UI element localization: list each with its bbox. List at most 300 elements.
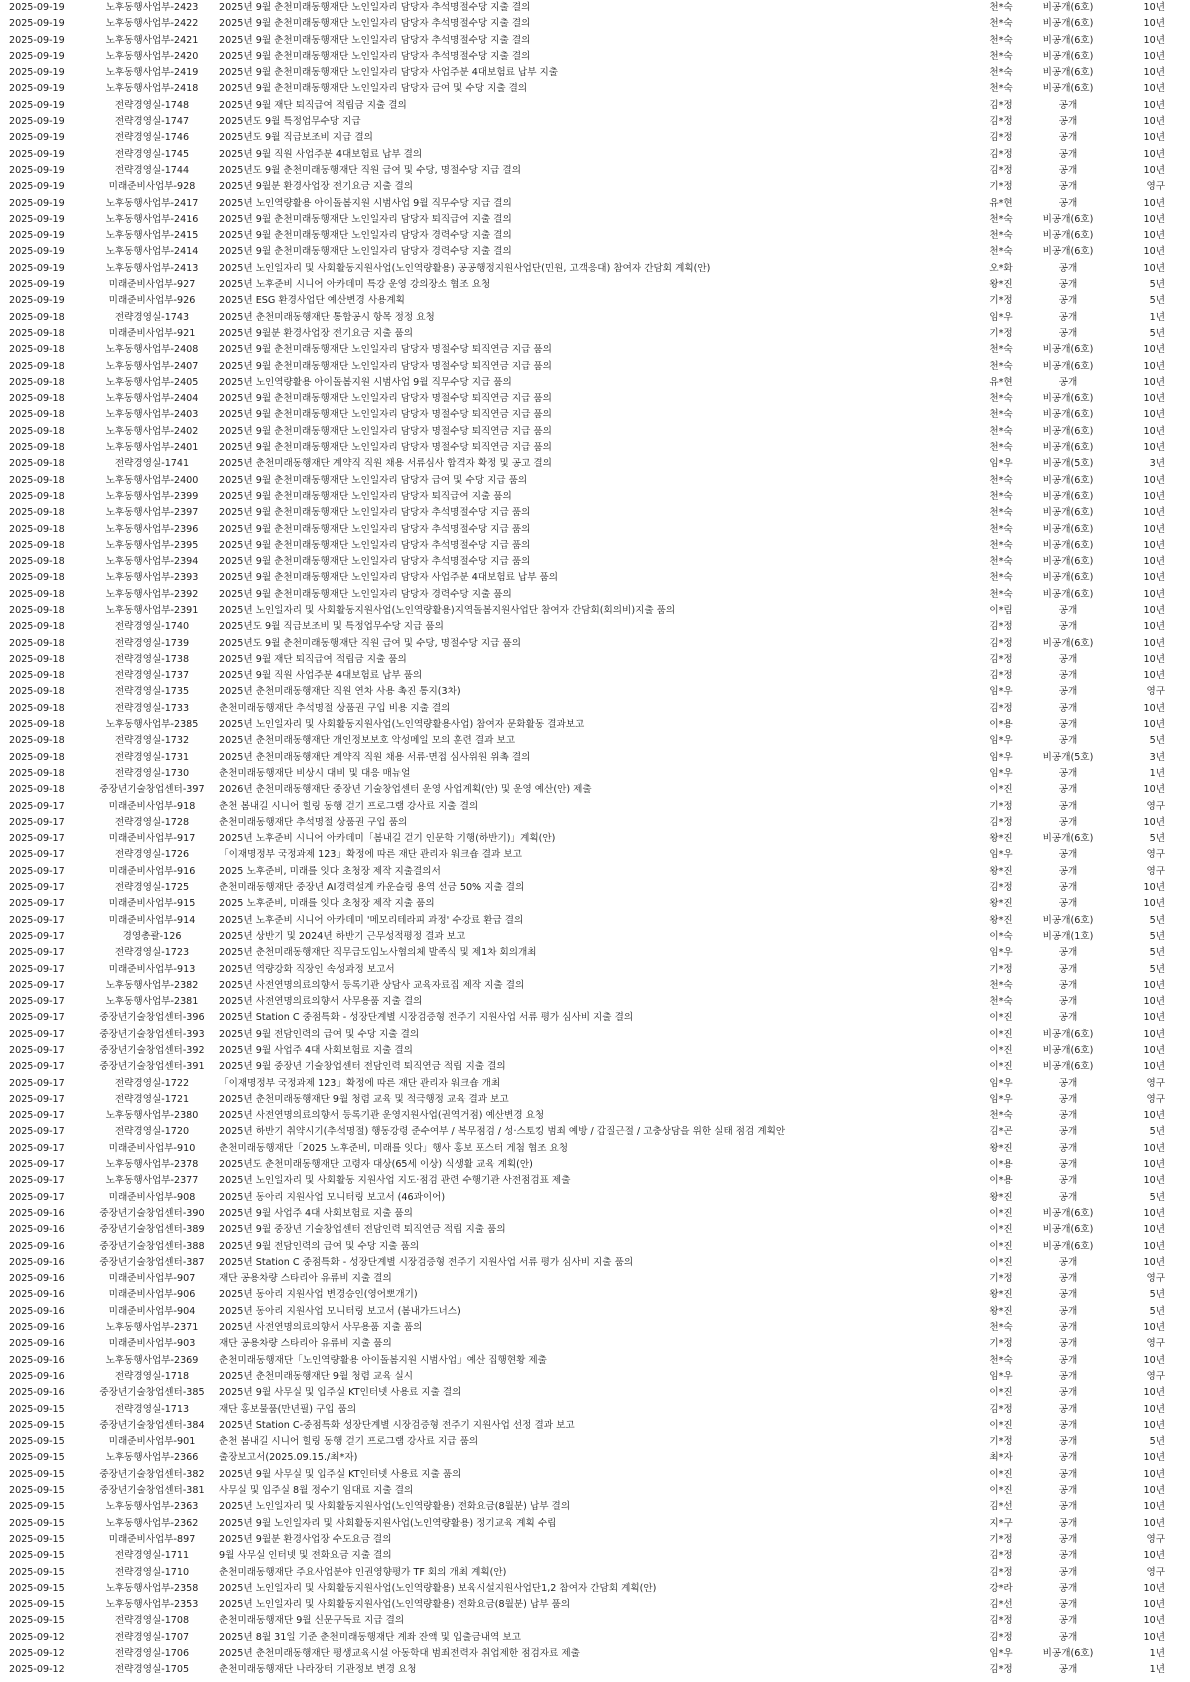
row-retention: 10년 — [1143, 1028, 1165, 1040]
row-title: 2025년 9월 춘천미래동행재단 노인일자리 담당자 급여 및 수당 지급 품의 — [219, 474, 528, 486]
table-row — [0, 1336, 1190, 1352]
row-doc-number: 전략경영실-1735 — [114, 686, 190, 698]
row-retention: 영구 — [1146, 1370, 1165, 1382]
row-title: 2025년 9월 춘천미래동행재단 노인일자리 담당자 사업주분 4대보험료 납부 지출 — [219, 67, 559, 79]
row-retention: 10년 — [1143, 148, 1165, 160]
row-retention: 영구 — [1146, 686, 1165, 698]
row-title: 2025년 사전연명의료의향서 사무용품 지출 결의 — [219, 996, 423, 1008]
row-date: 2025-09-19 — [9, 83, 65, 95]
row-date: 2025-09-15 — [9, 1403, 65, 1415]
row-author: 김*정 — [989, 1550, 1013, 1562]
row-disclosure: 공개 — [1058, 1338, 1078, 1350]
row-date: 2025-09-19 — [9, 197, 65, 209]
row-date: 2025-09-17 — [9, 1045, 65, 1056]
row-doc-number: 노후동행사업부-2369 — [105, 1354, 199, 1366]
row-doc-number: 미래준비사업부-908 — [108, 1191, 196, 1203]
row-doc-number: 노후동행사업부-2377 — [105, 1175, 199, 1187]
row-author: 천*숙 — [989, 360, 1013, 372]
row-date: 2025-09-18 — [9, 784, 65, 796]
row-author: 김*정 — [989, 816, 1013, 828]
row-doc-number: 노후동행사업부-2382 — [105, 979, 199, 991]
row-author: 천*숙 — [989, 1354, 1013, 1366]
table-row — [0, 684, 1190, 700]
row-retention: 영구 — [1146, 1338, 1165, 1350]
row-disclosure: 공개 — [1058, 719, 1078, 731]
row-disclosure: 공개 — [1058, 767, 1078, 779]
row-disclosure: 비공개(6호) — [1042, 34, 1094, 46]
table-row — [0, 1157, 1190, 1173]
row-disclosure: 비공개(6호) — [1042, 393, 1094, 405]
table-row — [0, 261, 1190, 277]
row-date: 2025-09-16 — [9, 1240, 65, 1252]
table-row — [0, 1010, 1190, 1026]
row-author: 기*정 — [989, 800, 1013, 812]
row-doc-number: 전략경영실-1748 — [114, 99, 190, 111]
row-date: 2025-09-17 — [9, 898, 65, 910]
row-date: 2025-09-17 — [9, 947, 65, 959]
row-retention: 10년 — [1143, 1419, 1165, 1431]
row-doc-number: 노후동행사업부-2399 — [105, 490, 199, 502]
row-author: 김*정 — [989, 132, 1013, 144]
row-title: 2025년 춘천미래동행재단 통합공시 항목 정정 요청 — [219, 311, 435, 323]
table-row — [0, 733, 1190, 749]
row-title: 2025년 9월 춘천미래동행재단 노인일자리 담당자 사업주분 4대보험료 납부 품의 — [219, 572, 559, 584]
table-row — [0, 1239, 1190, 1255]
row-disclosure: 공개 — [1058, 963, 1078, 975]
row-date: 2025-09-17 — [9, 1012, 65, 1024]
row-doc-number: 노후동행사업부-2380 — [105, 1110, 199, 1122]
row-disclosure: 비공개(6호) — [1042, 409, 1094, 421]
row-title: 2025년 9월 춘천미래동행재단 노인일자리 담당자 퇴직급여 지출 결의 — [219, 213, 512, 225]
row-retention: 10년 — [1143, 1517, 1165, 1529]
row-disclosure: 공개 — [1058, 1582, 1078, 1594]
row-retention: 10년 — [1143, 83, 1165, 95]
row-disclosure: 공개 — [1058, 279, 1078, 291]
row-disclosure: 비공개(6호) — [1042, 1647, 1094, 1659]
row-title: 2025년 9월 춘천미래동행재단 노인일자리 담당자 추석명절수당 지출 결의 — [219, 50, 531, 62]
row-date: 2025-09-16 — [9, 1387, 65, 1399]
row-doc-number: 미래준비사업부-901 — [108, 1436, 196, 1448]
row-doc-number: 중장년기술창업센터-384 — [99, 1419, 205, 1431]
table-row — [0, 1271, 1190, 1287]
table-row — [0, 1499, 1190, 1515]
row-disclosure: 공개 — [1058, 327, 1078, 339]
row-date: 2025-09-19 — [9, 262, 65, 274]
row-retention: 10년 — [1143, 99, 1165, 111]
row-title: 2025년 9월 춘천미래동행재단 노인일자리 담당자 경력수당 지출 결의 — [219, 246, 512, 258]
row-date: 2025-09-17 — [9, 1110, 65, 1122]
row-date: 2025-09-19 — [9, 18, 65, 30]
row-disclosure: 비공개(6호) — [1042, 1061, 1094, 1073]
row-disclosure: 비공개(6호) — [1042, 1240, 1094, 1252]
row-title: 춘천미래동행재단「2025 노후준비, 미래를 잇다」행사 홍보 포스터 게첨 협조 요청 — [219, 1142, 569, 1154]
table-row — [0, 114, 1190, 130]
row-author: 이*진 — [989, 1485, 1013, 1497]
table-row — [0, 1304, 1190, 1320]
row-retention: 5년 — [1149, 1126, 1165, 1138]
row-retention: 10년 — [1143, 18, 1165, 30]
table-row — [0, 1092, 1190, 1108]
table-row — [0, 473, 1190, 489]
row-disclosure: 공개 — [1058, 1093, 1078, 1105]
row-date: 2025-09-17 — [9, 849, 65, 861]
row-author: 임*우 — [989, 1093, 1013, 1105]
row-doc-number: 중장년기술창업센터-387 — [99, 1256, 205, 1268]
row-date: 2025-09-15 — [9, 1582, 65, 1594]
row-retention: 10년 — [1143, 197, 1165, 209]
row-date: 2025-09-19 — [9, 132, 65, 144]
row-author: 임*우 — [989, 1647, 1013, 1659]
row-author: 천*숙 — [989, 34, 1013, 46]
row-author: 임*우 — [989, 849, 1013, 861]
row-title: 2025년 춘천미래동행재단 직원 연차 사용 촉진 통지(3차) — [219, 686, 461, 698]
row-retention: 10년 — [1143, 996, 1165, 1008]
row-date: 2025-09-19 — [9, 164, 65, 176]
table-row — [0, 130, 1190, 146]
row-doc-number: 미래준비사업부-913 — [108, 963, 196, 975]
row-disclosure: 공개 — [1058, 1468, 1078, 1480]
table-row — [0, 799, 1190, 815]
table-row — [0, 179, 1190, 195]
row-doc-number: 노후동행사업부-2420 — [105, 50, 199, 62]
row-title: 2025년 노인역량활용 아이돌봄지원 시범사업 9월 직무수당 지급 결의 — [219, 197, 512, 209]
row-title: 2025년 9월 재단 퇴직급여 적립금 지출 결의 — [219, 99, 407, 111]
row-retention: 10년 — [1143, 34, 1165, 46]
row-date: 2025-09-17 — [9, 1191, 65, 1203]
row-date: 2025-09-19 — [9, 246, 65, 258]
row-doc-number: 전략경영실-1725 — [114, 882, 190, 894]
row-doc-number: 노후동행사업부-2362 — [105, 1517, 199, 1529]
row-retention: 영구 — [1146, 849, 1165, 861]
row-date: 2025-09-19 — [9, 2, 65, 13]
row-doc-number: 미래준비사업부-928 — [108, 181, 196, 193]
row-doc-number: 중장년기술창업센터-392 — [99, 1045, 205, 1056]
table-row — [0, 570, 1190, 586]
row-retention: 10년 — [1143, 116, 1165, 128]
table-row — [0, 489, 1190, 505]
row-author: 임*우 — [989, 751, 1013, 763]
row-author: 왕*진 — [989, 1142, 1013, 1154]
row-doc-number: 노후동행사업부-2422 — [105, 18, 199, 30]
row-date: 2025-09-18 — [9, 360, 65, 372]
table-row — [0, 1630, 1190, 1646]
table-row — [0, 391, 1190, 407]
row-disclosure: 비공개(6호) — [1042, 1028, 1094, 1040]
row-disclosure: 공개 — [1058, 1419, 1078, 1431]
row-title: 사무실 및 입주실 8월 정수기 임대료 지출 결의 — [219, 1485, 414, 1497]
row-title: 2025년 노인일자리 및 사회활동지원사업(노인역량활용사업) 참여자 문화활동 결과보고 — [219, 719, 585, 731]
row-author: 이*진 — [989, 1387, 1013, 1399]
row-disclosure: 비공개(6호) — [1042, 18, 1094, 30]
row-doc-number: 전략경영실-1741 — [114, 458, 190, 470]
table-row — [0, 147, 1190, 163]
row-retention: 10년 — [1143, 1354, 1165, 1366]
row-date: 2025-09-16 — [9, 1338, 65, 1350]
row-title: 2025 노후준비, 미래를 잇다 초청장 제작 지출 품의 — [219, 898, 435, 910]
row-retention: 영구 — [1146, 865, 1165, 877]
row-author: 천*숙 — [989, 2, 1013, 13]
table-row — [0, 1287, 1190, 1303]
row-disclosure: 공개 — [1058, 1175, 1078, 1187]
row-disclosure: 비공개(6호) — [1042, 213, 1094, 225]
row-date: 2025-09-19 — [9, 230, 65, 242]
row-retention: 10년 — [1143, 556, 1165, 568]
row-doc-number: 전략경영실-1738 — [114, 653, 190, 665]
row-disclosure: 비공개(6호) — [1042, 344, 1094, 356]
row-disclosure: 공개 — [1058, 1599, 1078, 1611]
row-retention: 5년 — [1149, 1305, 1165, 1317]
row-retention: 5년 — [1149, 1191, 1165, 1203]
row-doc-number: 노후동행사업부-2391 — [105, 604, 199, 616]
row-author: 김*정 — [989, 99, 1013, 111]
row-author: 유*현 — [989, 376, 1013, 388]
row-doc-number: 미래준비사업부-914 — [108, 914, 196, 926]
table-row — [0, 1581, 1190, 1597]
row-disclosure: 비공개(6호) — [1042, 490, 1094, 502]
row-date: 2025-09-17 — [9, 930, 65, 942]
row-date: 2025-09-16 — [9, 1224, 65, 1236]
row-author: 김*정 — [989, 116, 1013, 128]
row-doc-number: 노후동행사업부-2407 — [105, 360, 199, 372]
row-title: 2025년 9월 춘천미래동행재단 노인일자리 담당자 급여 및 수당 지출 결의 — [219, 83, 528, 95]
row-doc-number: 전략경영실-1739 — [114, 637, 190, 649]
table-row — [0, 407, 1190, 423]
row-retention: 10년 — [1143, 1631, 1165, 1643]
row-disclosure: 공개 — [1058, 1142, 1078, 1154]
row-date: 2025-09-16 — [9, 1289, 65, 1301]
row-author: 기*정 — [989, 1533, 1013, 1545]
row-author: 천*숙 — [989, 83, 1013, 95]
row-retention: 10년 — [1143, 1175, 1165, 1187]
row-doc-number: 전략경영실-1707 — [114, 1631, 190, 1643]
row-retention: 10년 — [1143, 442, 1165, 454]
row-doc-number: 노후동행사업부-2392 — [105, 588, 199, 600]
row-disclosure: 비공개(6호) — [1042, 50, 1094, 62]
row-author: 천*숙 — [989, 409, 1013, 421]
row-doc-number: 중장년기술창업센터-389 — [99, 1224, 205, 1236]
table-row — [0, 1548, 1190, 1564]
row-retention: 10년 — [1143, 67, 1165, 79]
row-author: 이*진 — [989, 1012, 1013, 1024]
table-row — [0, 668, 1190, 684]
row-disclosure: 공개 — [1058, 1110, 1078, 1122]
row-author: 김*선 — [989, 1599, 1013, 1611]
row-author: 기*정 — [989, 963, 1013, 975]
row-doc-number: 노후동행사업부-2353 — [105, 1599, 199, 1611]
row-doc-number: 중장년기술창업센터-391 — [99, 1061, 205, 1073]
row-retention: 10년 — [1143, 1615, 1165, 1627]
table-row — [0, 196, 1190, 212]
row-date: 2025-09-17 — [9, 833, 65, 845]
table-row — [0, 587, 1190, 603]
row-author: 이*진 — [989, 1240, 1013, 1252]
table-row — [0, 1565, 1190, 1581]
row-retention: 10년 — [1143, 1403, 1165, 1415]
row-retention: 10년 — [1143, 604, 1165, 616]
table-row — [0, 293, 1190, 309]
row-date: 2025-09-18 — [9, 344, 65, 356]
row-disclosure: 공개 — [1058, 1550, 1078, 1562]
row-author: 임*우 — [989, 1077, 1013, 1089]
row-date: 2025-09-18 — [9, 735, 65, 747]
table-row — [0, 636, 1190, 652]
row-doc-number: 경영총괄-126 — [122, 930, 182, 942]
row-retention: 10년 — [1143, 490, 1165, 502]
row-title: 2025년 노후준비 시니어 아카데미「봄내길 걷기 인문학 기행(하반기)」계획(안) — [219, 833, 556, 845]
row-doc-number: 노후동행사업부-2402 — [105, 425, 199, 437]
table-row — [0, 945, 1190, 961]
row-doc-number: 노후동행사업부-2385 — [105, 719, 199, 731]
row-retention: 10년 — [1143, 409, 1165, 421]
row-title: 2025년 춘천미래동행재단 계약직 직원 채용 서류심사 합격자 확정 및 공고 결의 — [219, 458, 552, 470]
row-author: 이*진 — [989, 1028, 1013, 1040]
row-author: 왕*진 — [989, 279, 1013, 291]
row-doc-number: 전략경영실-1728 — [114, 816, 190, 828]
row-retention: 10년 — [1143, 621, 1165, 633]
row-title: 2025년 9월 사무실 및 입주실 KT인터넷 사용료 지출 결의 — [219, 1387, 462, 1399]
table-row — [0, 1353, 1190, 1369]
row-author: 김*정 — [989, 653, 1013, 665]
row-doc-number: 노후동행사업부-2413 — [105, 262, 199, 274]
row-author: 이*진 — [989, 1207, 1013, 1219]
row-disclosure: 공개 — [1058, 1517, 1078, 1529]
row-doc-number: 노후동행사업부-2414 — [105, 246, 199, 258]
row-author: 천*숙 — [989, 246, 1013, 258]
table-row — [0, 864, 1190, 880]
table-row — [0, 49, 1190, 65]
row-doc-number: 노후동행사업부-2363 — [105, 1501, 199, 1513]
row-author: 천*숙 — [989, 588, 1013, 600]
row-title: 2025년 9월 춘천미래동행재단 노인일자리 담당자 추석명절수당 지출 결의 — [219, 2, 531, 13]
table-row — [0, 994, 1190, 1010]
row-retention: 10년 — [1143, 425, 1165, 437]
row-disclosure: 공개 — [1058, 604, 1078, 616]
row-date: 2025-09-18 — [9, 686, 65, 698]
row-title: 춘천미래동행재단 나라장터 기관정보 변경 요청 — [219, 1664, 417, 1676]
row-author: 왕*진 — [989, 914, 1013, 926]
row-disclosure: 공개 — [1058, 735, 1078, 747]
row-date: 2025-09-18 — [9, 327, 65, 339]
row-doc-number: 중장년기술창업센터-385 — [99, 1387, 205, 1399]
row-date: 2025-09-18 — [9, 409, 65, 421]
row-title: 2025년 9월 춘천미래동행재단 노인일자리 담당자 명절수당 퇴직연금 지급 품의 — [219, 344, 552, 356]
row-retention: 10년 — [1143, 1256, 1165, 1268]
row-date: 2025-09-16 — [9, 1322, 65, 1334]
row-title: 2025년 춘천미래동행재단 계약직 직원 채용 서류·면접 심사위원 위촉 결의 — [219, 751, 531, 763]
table-row — [0, 880, 1190, 896]
row-date: 2025-09-18 — [9, 637, 65, 649]
row-date: 2025-09-19 — [9, 148, 65, 160]
row-date: 2025-09-15 — [9, 1468, 65, 1480]
row-disclosure: 비공개(1호) — [1042, 930, 1094, 942]
row-date: 2025-09-15 — [9, 1599, 65, 1611]
row-retention: 10년 — [1143, 1550, 1165, 1562]
row-title: 2025년 노인일자리 및 사회활동지원사업(노인역량활용) 공공행정지원사업단(민원, 고객응대) 참여자 간담회 계획(안) — [219, 262, 711, 274]
row-doc-number: 중장년기술창업센터-393 — [99, 1028, 205, 1040]
row-doc-number: 미래준비사업부-916 — [108, 865, 196, 877]
row-date: 2025-09-15 — [9, 1419, 65, 1431]
row-author: 천*숙 — [989, 50, 1013, 62]
table-row — [0, 456, 1190, 472]
row-date: 2025-09-17 — [9, 800, 65, 812]
row-date: 2025-09-16 — [9, 1207, 65, 1219]
row-title: 춘천미래동행재단 9월 신문구독료 지급 결의 — [219, 1615, 405, 1627]
row-date: 2025-09-18 — [9, 507, 65, 519]
row-retention: 10년 — [1143, 1599, 1165, 1611]
row-disclosure: 비공개(6호) — [1042, 539, 1094, 551]
row-disclosure: 공개 — [1058, 1126, 1078, 1138]
row-date: 2025-09-17 — [9, 1061, 65, 1073]
row-date: 2025-09-19 — [9, 99, 65, 111]
row-title: 2025년 Station C 중점특화 - 성장단계별 시장검증형 전주기 지원사업 서류 평가 심사비 지출 결의 — [219, 1012, 634, 1024]
table-row — [0, 342, 1190, 358]
row-doc-number: 미래준비사업부-927 — [108, 279, 196, 291]
row-retention: 10년 — [1143, 1061, 1165, 1073]
row-doc-number: 미래준비사업부-897 — [108, 1533, 196, 1545]
row-doc-number: 미래준비사업부-926 — [108, 295, 196, 307]
table-row — [0, 163, 1190, 179]
row-disclosure: 공개 — [1058, 1501, 1078, 1513]
row-doc-number: 노후동행사업부-2366 — [105, 1452, 199, 1464]
row-retention: 5년 — [1149, 279, 1165, 291]
row-retention: 10년 — [1143, 979, 1165, 991]
row-disclosure: 비공개(6호) — [1042, 442, 1094, 454]
row-date: 2025-09-18 — [9, 572, 65, 584]
row-date: 2025-09-17 — [9, 1142, 65, 1154]
row-title: 2025년 9월 재단 퇴직급여 적립금 지출 품의 — [219, 653, 407, 665]
table-row — [0, 424, 1190, 440]
row-doc-number: 노후동행사업부-2423 — [105, 2, 199, 13]
row-title: 2025년 9월 직원 사업주분 4대보험료 납부 결의 — [219, 148, 423, 160]
row-disclosure: 비공개(6호) — [1042, 83, 1094, 95]
row-doc-number: 전략경영실-1733 — [114, 702, 190, 714]
row-date: 2025-09-16 — [9, 1370, 65, 1382]
row-date: 2025-09-18 — [9, 588, 65, 600]
row-disclosure: 공개 — [1058, 1436, 1078, 1448]
row-retention: 10년 — [1143, 1142, 1165, 1154]
row-date: 2025-09-16 — [9, 1354, 65, 1366]
row-retention: 5년 — [1149, 947, 1165, 959]
row-disclosure: 공개 — [1058, 1012, 1078, 1024]
row-date: 2025-09-18 — [9, 751, 65, 763]
table-row — [0, 1532, 1190, 1548]
row-author: 김*선 — [989, 1501, 1013, 1513]
table-row — [0, 896, 1190, 912]
row-doc-number: 미래준비사업부-918 — [108, 800, 196, 812]
table-row — [0, 1418, 1190, 1434]
table-row — [0, 750, 1190, 766]
row-title: 2025년 노인일자리 및 사회활동지원사업(노인역량활용)지역돌봄지원사업단 참여자 간담회(회의비)지출 품의 — [219, 604, 676, 616]
row-author: 강*라 — [989, 1582, 1013, 1594]
row-retention: 5년 — [1149, 963, 1165, 975]
row-title: 2025년 9월 춘천미래동행재단 노인일자리 담당자 명절수당 퇴직연금 지급 품의 — [219, 409, 552, 421]
row-retention: 영구 — [1146, 1273, 1165, 1285]
table-row — [0, 1646, 1190, 1662]
row-disclosure: 비공개(5호) — [1042, 458, 1094, 470]
row-title: 2025년 9월 춘천미래동행재단 노인일자리 담당자 추석명절수당 지급 품의 — [219, 556, 531, 568]
row-doc-number: 미래준비사업부-903 — [108, 1338, 196, 1350]
table-row — [0, 81, 1190, 97]
row-date: 2025-09-18 — [9, 311, 65, 323]
row-doc-number: 노후동행사업부-2418 — [105, 83, 199, 95]
row-disclosure: 공개 — [1058, 1077, 1078, 1089]
row-retention: 10년 — [1143, 393, 1165, 405]
row-doc-number: 전략경영실-1746 — [114, 132, 190, 144]
row-retention: 영구 — [1146, 181, 1165, 193]
table-row — [0, 847, 1190, 863]
row-retention: 10년 — [1143, 882, 1165, 894]
row-date: 2025-09-18 — [9, 670, 65, 682]
